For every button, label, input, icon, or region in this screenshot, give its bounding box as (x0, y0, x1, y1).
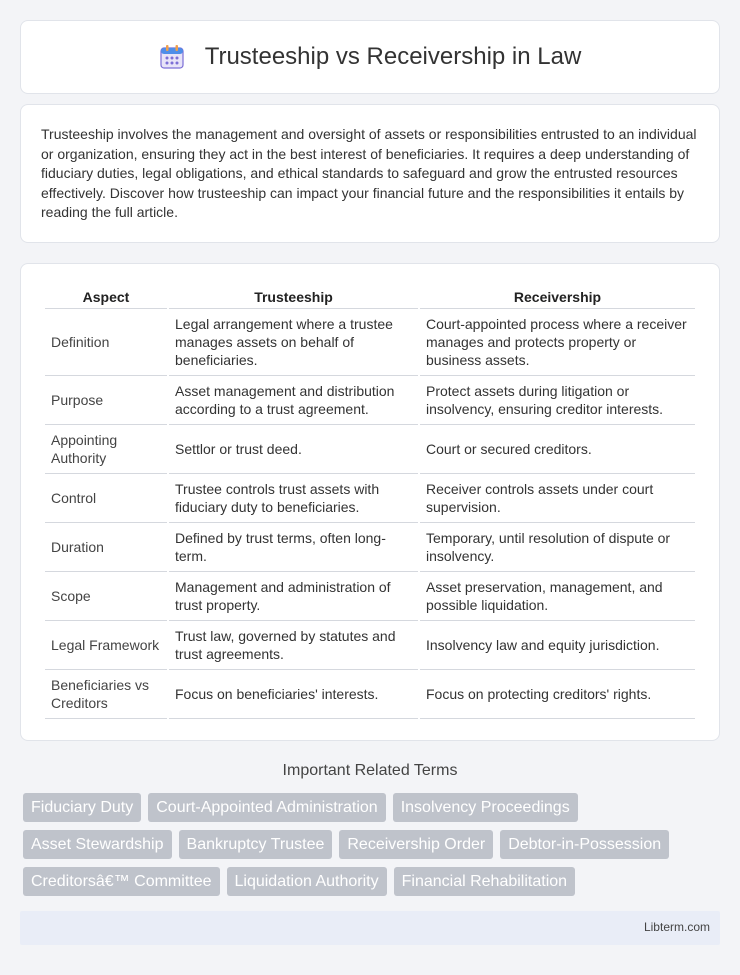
column-header: Trusteeship (169, 284, 418, 309)
table-cell: Asset management and distribution according to a trust agreement. (169, 376, 418, 425)
header-card (20, 20, 720, 94)
table-cell: Insolvency law and equity jurisdiction. (420, 621, 695, 670)
term-tag[interactable]: Insolvency Proceedings (393, 793, 578, 822)
table-cell: Receiver controls assets under court supervision. (420, 474, 695, 523)
table-cell: Purpose (45, 376, 167, 425)
table-cell: Legal arrangement where a trustee manages assets on behalf of beneficiaries. (169, 309, 418, 376)
term-tag[interactable]: Fiduciary Duty (23, 793, 141, 822)
column-header: Aspect (45, 284, 167, 309)
table-cell: Control (45, 474, 167, 523)
calendar-icon (159, 44, 185, 70)
footer (20, 911, 720, 945)
table-cell: Trust law, governed by statutes and trust agreements. (169, 621, 418, 670)
table-cell: Appointing Authority (45, 425, 167, 474)
term-tag[interactable]: Bankruptcy Trustee (179, 830, 333, 859)
table-row (45, 621, 695, 670)
table-header-row (45, 284, 695, 309)
table-cell: Focus on beneficiaries' interests. (169, 670, 418, 719)
table-row (45, 670, 695, 719)
term-row (23, 793, 723, 822)
term-tag[interactable]: Asset Stewardship (23, 830, 172, 859)
table-row (45, 474, 695, 523)
term-tag[interactable]: Court-Appointed Administration (148, 793, 385, 822)
table-cell: Court-appointed process where a receiver manages and protects property or business assets. (420, 309, 695, 376)
term-tag[interactable]: Financial Rehabilitation (394, 867, 575, 896)
comparison-table (43, 284, 697, 719)
table-cell: Definition (45, 309, 167, 376)
table-cell: Scope (45, 572, 167, 621)
term-tag[interactable]: Creditorsâ€™ Committee (23, 867, 220, 896)
table-cell: Focus on protecting creditors' rights. (420, 670, 695, 719)
table-cell: Defined by trust terms, often long-term. (169, 523, 418, 572)
table-row (45, 523, 695, 572)
table-cell: Trustee controls trust assets with fiduciary duty to beneficiaries. (169, 474, 418, 523)
column-header: Receivership (420, 284, 695, 309)
table-cell: Beneficiaries vs Creditors (45, 670, 167, 719)
table-cell: Settlor or trust deed. (169, 425, 418, 474)
related-terms (23, 793, 723, 904)
term-row (23, 867, 723, 896)
term-row (23, 830, 723, 859)
table-cell: Legal Framework (45, 621, 167, 670)
table-cell: Court or secured creditors. (420, 425, 695, 474)
table-row (45, 425, 695, 474)
term-tag[interactable]: Liquidation Authority (227, 867, 387, 896)
intro-card (20, 104, 720, 243)
term-tag[interactable]: Debtor-in-Possession (500, 830, 669, 859)
table-cell: Protect assets during litigation or insolvency, ensuring creditor interests. (420, 376, 695, 425)
term-tag[interactable]: Receivership Order (339, 830, 493, 859)
intro-text: Trusteeship involves the management and oversight of assets or responsibilities entrusted to an individual or organization, ensuring they act in the best interest of beneficiaries. It requires a deep understanding of fiduciary duties, legal obligations, and ethical standards to safeguard and grow the entrusted resources effectively. Discover how trusteeship can impact your financial future and the responsibilities it entails by reading the full article. (41, 126, 697, 221)
table-cell: Asset preservation, management, and possible liquidation. (420, 572, 695, 621)
table-row (45, 572, 695, 621)
page-title: Trusteeship vs Receivership in Law (204, 43, 582, 70)
table-row (45, 376, 695, 425)
table-cell: Temporary, until resolution of dispute or insolvency. (420, 523, 695, 572)
table-cell: Management and administration of trust property. (169, 572, 418, 621)
comparison-table-card (20, 263, 720, 741)
table-row (45, 309, 695, 376)
footer-site-link[interactable]: Libterm.com (643, 920, 710, 934)
related-terms-title: Important Related Terms (282, 762, 458, 779)
table-cell: Duration (45, 523, 167, 572)
